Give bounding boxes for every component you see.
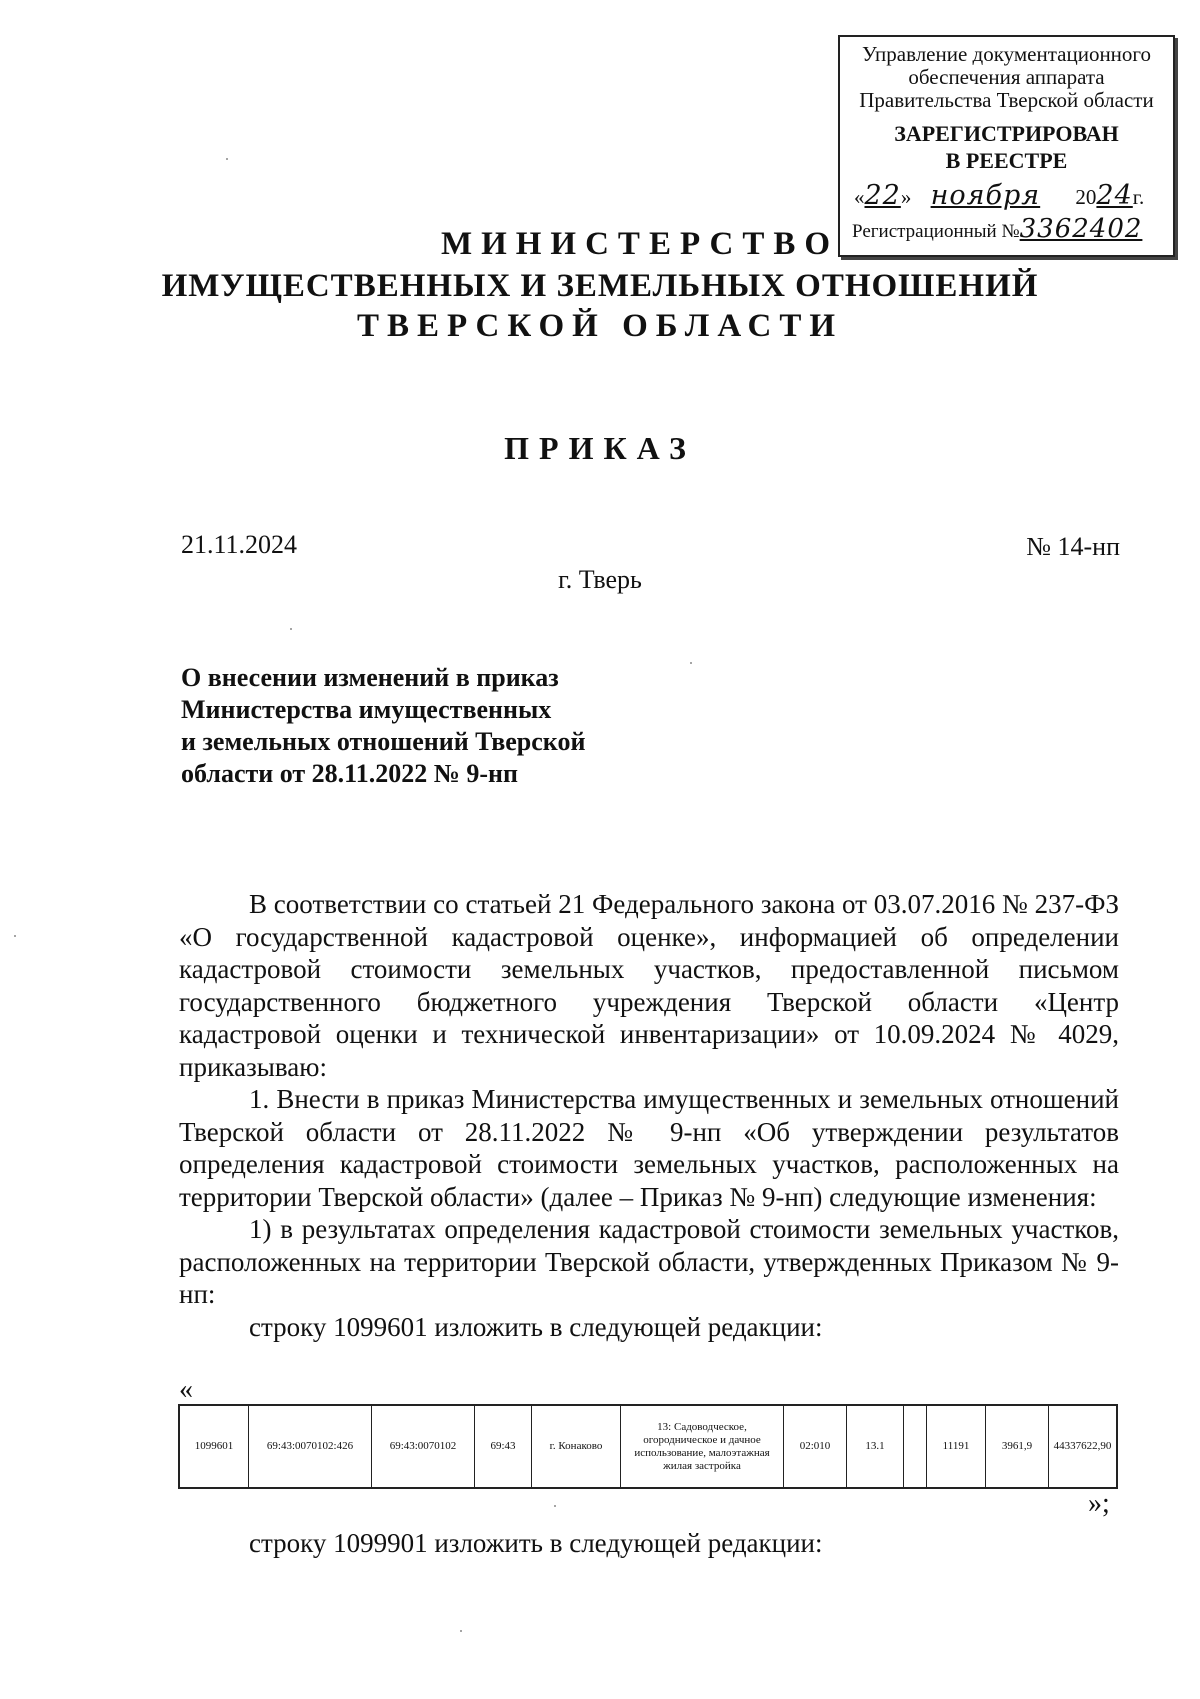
body-paragraph: В соответствии со статьей 21 Федерального закона от 03.07.2016 № 237-ФЗ «О государственной кадастровой оценке», информацией об определении кадастровой стоимости земельных участков, предоставленной письмом государственного бюджетного учреждения Тверской области «Центр кадастровой оценки и технической инвентаризации» от 10.09.2024 № 4029, приказываю: bbox=[179, 889, 1119, 1082]
document-subject bbox=[181, 662, 681, 790]
stamp-month: ноября bbox=[930, 180, 1041, 211]
stamp-org-line: обеспечения аппарата bbox=[908, 65, 1105, 89]
stamp-year: 24 bbox=[1096, 180, 1133, 211]
body-paragraph: строку 1099601 изложить в следующей редакции: bbox=[249, 1311, 823, 1342]
table-cell: 3961,9 bbox=[986, 1405, 1049, 1488]
document-city: г. Тверь bbox=[558, 565, 642, 594]
stamp-org-line: Правительства Тверской области bbox=[859, 88, 1154, 112]
stamp-registered-line: В РЕЕСТРЕ bbox=[945, 148, 1068, 173]
body-paragraph: 1) в результатах определения кадастровой стоимости земельных участков, расположенных на территории Тверской области, утвержденных Приказом № 9-нп: bbox=[179, 1214, 1119, 1309]
subject-line: и земельных отношений Тверской bbox=[181, 727, 586, 756]
quote-close: »; bbox=[1088, 1488, 1110, 1519]
stamp-year-prefix: 20 bbox=[1075, 185, 1097, 209]
scan-speck bbox=[554, 1505, 556, 1507]
ministry-region: ТВЕРСКОЙ ОБЛАСТИ bbox=[356, 308, 844, 344]
scan-speck bbox=[460, 1630, 462, 1632]
stamp-reg-number: 3362402 bbox=[1019, 214, 1143, 244]
body-paragraph: 1. Внести в приказ Министерства имущественных и земельных отношений Тверской области от 28.11.2022 № 9-нп «Об утверждении результатов определения кадастровой стоимости земельных участков, расположенных на территории Тверской области» (далее – Приказ № 9-нп) следующие изменения: bbox=[179, 1084, 1119, 1212]
stamp-registered-line: ЗАРЕГИСТРИРОВАН bbox=[894, 121, 1119, 146]
subject-line: области от 28.11.2022 № 9-нп bbox=[181, 759, 518, 788]
cadastral-row-table bbox=[178, 1404, 1118, 1489]
stamp-quote-close: » bbox=[900, 185, 912, 209]
scan-speck bbox=[14, 935, 16, 937]
stamp-org-line: Управление документационного bbox=[861, 42, 1152, 66]
registration-stamp bbox=[838, 35, 1175, 257]
table-cell: 11191 bbox=[927, 1405, 986, 1488]
stamp-registered bbox=[840, 120, 1173, 174]
table-row bbox=[179, 1405, 1117, 1488]
table-cell: 44337622,90 bbox=[1049, 1405, 1118, 1488]
document-date: 21.11.2024 bbox=[181, 530, 298, 559]
ministry-title: МИНИСТЕРСТВО bbox=[440, 226, 840, 262]
stamp-day: 22 bbox=[864, 180, 901, 211]
table-cell: г. Конаково bbox=[532, 1405, 621, 1488]
next-instruction: строку 1099901 изложить в следующей редакции: bbox=[249, 1528, 823, 1558]
scan-speck bbox=[690, 662, 692, 664]
table-cell: 13.1 bbox=[847, 1405, 904, 1488]
table-cell: 1099601 bbox=[179, 1405, 249, 1488]
stamp-quote-open: « bbox=[854, 185, 865, 209]
table-cell: 13: Садоводческое, огородническое и дачное использование, малоэтажная жилая застройка bbox=[621, 1405, 784, 1488]
ministry-subtitle: ИМУЩЕСТВЕННЫХ И ЗЕМЕЛЬНЫХ ОТНОШЕНИЙ bbox=[161, 268, 1039, 304]
table-cell: 69:43 bbox=[475, 1405, 532, 1488]
table-cell: 02:010 bbox=[784, 1405, 847, 1488]
document-number: № 14-нп bbox=[1026, 532, 1120, 561]
table-cell bbox=[904, 1405, 927, 1488]
stamp-date-line bbox=[840, 180, 1173, 216]
subject-line: Министерства имущественных bbox=[181, 695, 552, 724]
stamp-year-suffix: г. bbox=[1132, 185, 1145, 209]
table-cell: 69:43:0070102:426 bbox=[249, 1405, 372, 1488]
quote-open: « bbox=[179, 1374, 193, 1405]
table-cell: 69:43:0070102 bbox=[372, 1405, 475, 1488]
scan-speck bbox=[290, 628, 292, 630]
scan-speck bbox=[226, 158, 228, 160]
document-type: ПРИКАЗ bbox=[504, 430, 696, 466]
stamp-reg-label: Регистрационный № bbox=[852, 221, 1020, 242]
document-body bbox=[179, 888, 1119, 1343]
subject-line: О внесении изменений в приказ bbox=[181, 663, 559, 692]
